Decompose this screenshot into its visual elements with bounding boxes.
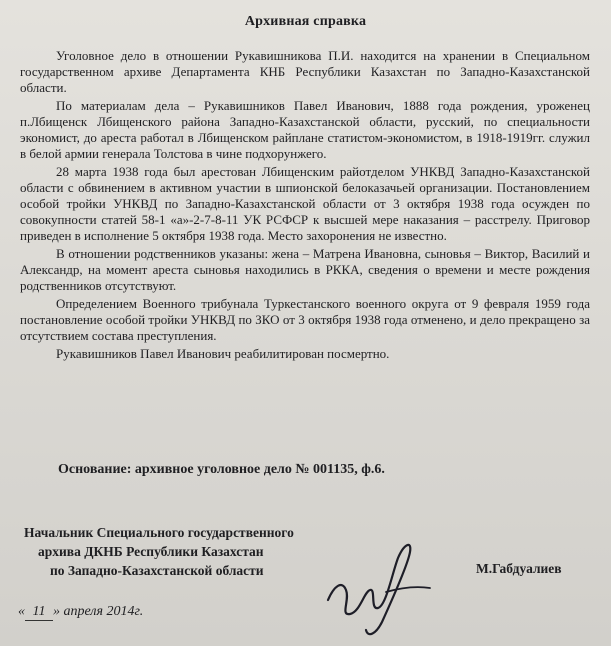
date-open-quote: « xyxy=(18,604,25,619)
signatory-title-line: по Западно-Казахстанской области xyxy=(50,563,264,578)
date-day: 11 xyxy=(25,604,53,621)
date-month-year: апреля 2014г. xyxy=(63,604,144,619)
handwritten-signature xyxy=(320,530,440,640)
paragraph-archive-location: Уголовное дело в отношении Рукавишникова П.И. находится на хранении в Специальном государственном архиве Департамента КНБ Республики Казахстан по Западно-Казахстанской области. xyxy=(20,48,590,95)
document-title: Архивная справка xyxy=(244,14,367,29)
signatory-title-line: архива ДКНБ Республики Казахстан xyxy=(38,544,264,559)
signatory-title xyxy=(24,523,294,580)
paragraph-tribunal-decision: Определением Военного трибунала Туркестанского военного округа от 9 февраля 1959 года постановление особой тройки УНКВД по ЗКО от 3 октября 1938 года отменено, и дело прекращено за отсутствием состава преступления. xyxy=(20,296,590,343)
document-body xyxy=(20,48,590,364)
document-date xyxy=(18,604,143,621)
paragraph-rehabilitation: Рукавишников Павел Иванович реабилитирован посмертно. xyxy=(56,346,390,361)
signatory-title-line: Начальник Специального государственного xyxy=(24,525,294,540)
date-close-quote: » xyxy=(53,604,60,619)
paragraph-biography: По материалам дела – Рукавишников Павел Иванович, 1888 года рождения, уроженец п.Лбищенск Лбищенского района Западно-Казахстанской области, русский, по специальности экономист, до ареста работал в Лбищенском райплане статистом-экономистом, в 1918-1919гг. служил в белой армии генерала Толстова в чине подхорунжего. xyxy=(20,98,590,161)
signer-name: М.Габдуалиев xyxy=(476,561,562,576)
paragraph-relatives: В отношении родственников указаны: жена – Матрена Ивановна, сыновья – Виктор, Василий и Александр, на момент ареста сыновья находились в РККА, сведения о времени и месте рождения родственников отсутствуют. xyxy=(20,246,590,293)
paragraph-arrest-sentence: 28 марта 1938 года был арестован Лбищенским райотделом УНКВД Западно-Казахстанской области с обвинением в активном участии в шпионской белоказачьей организации. Постановлением особой тройки УНКВД по Западно-Казахстанской области от 3 октября 1938 года осужден по совокупности статей 58-1 «а»-2-7-8-11 УК РСФСР к высшей мере наказания – расстрелу. Приговор приведен в исполнение 5 октября 1938 года. Место захоронения не известно. xyxy=(20,164,590,243)
basis-line: Основание: архивное уголовное дело № 001135, ф.6. xyxy=(58,462,385,477)
